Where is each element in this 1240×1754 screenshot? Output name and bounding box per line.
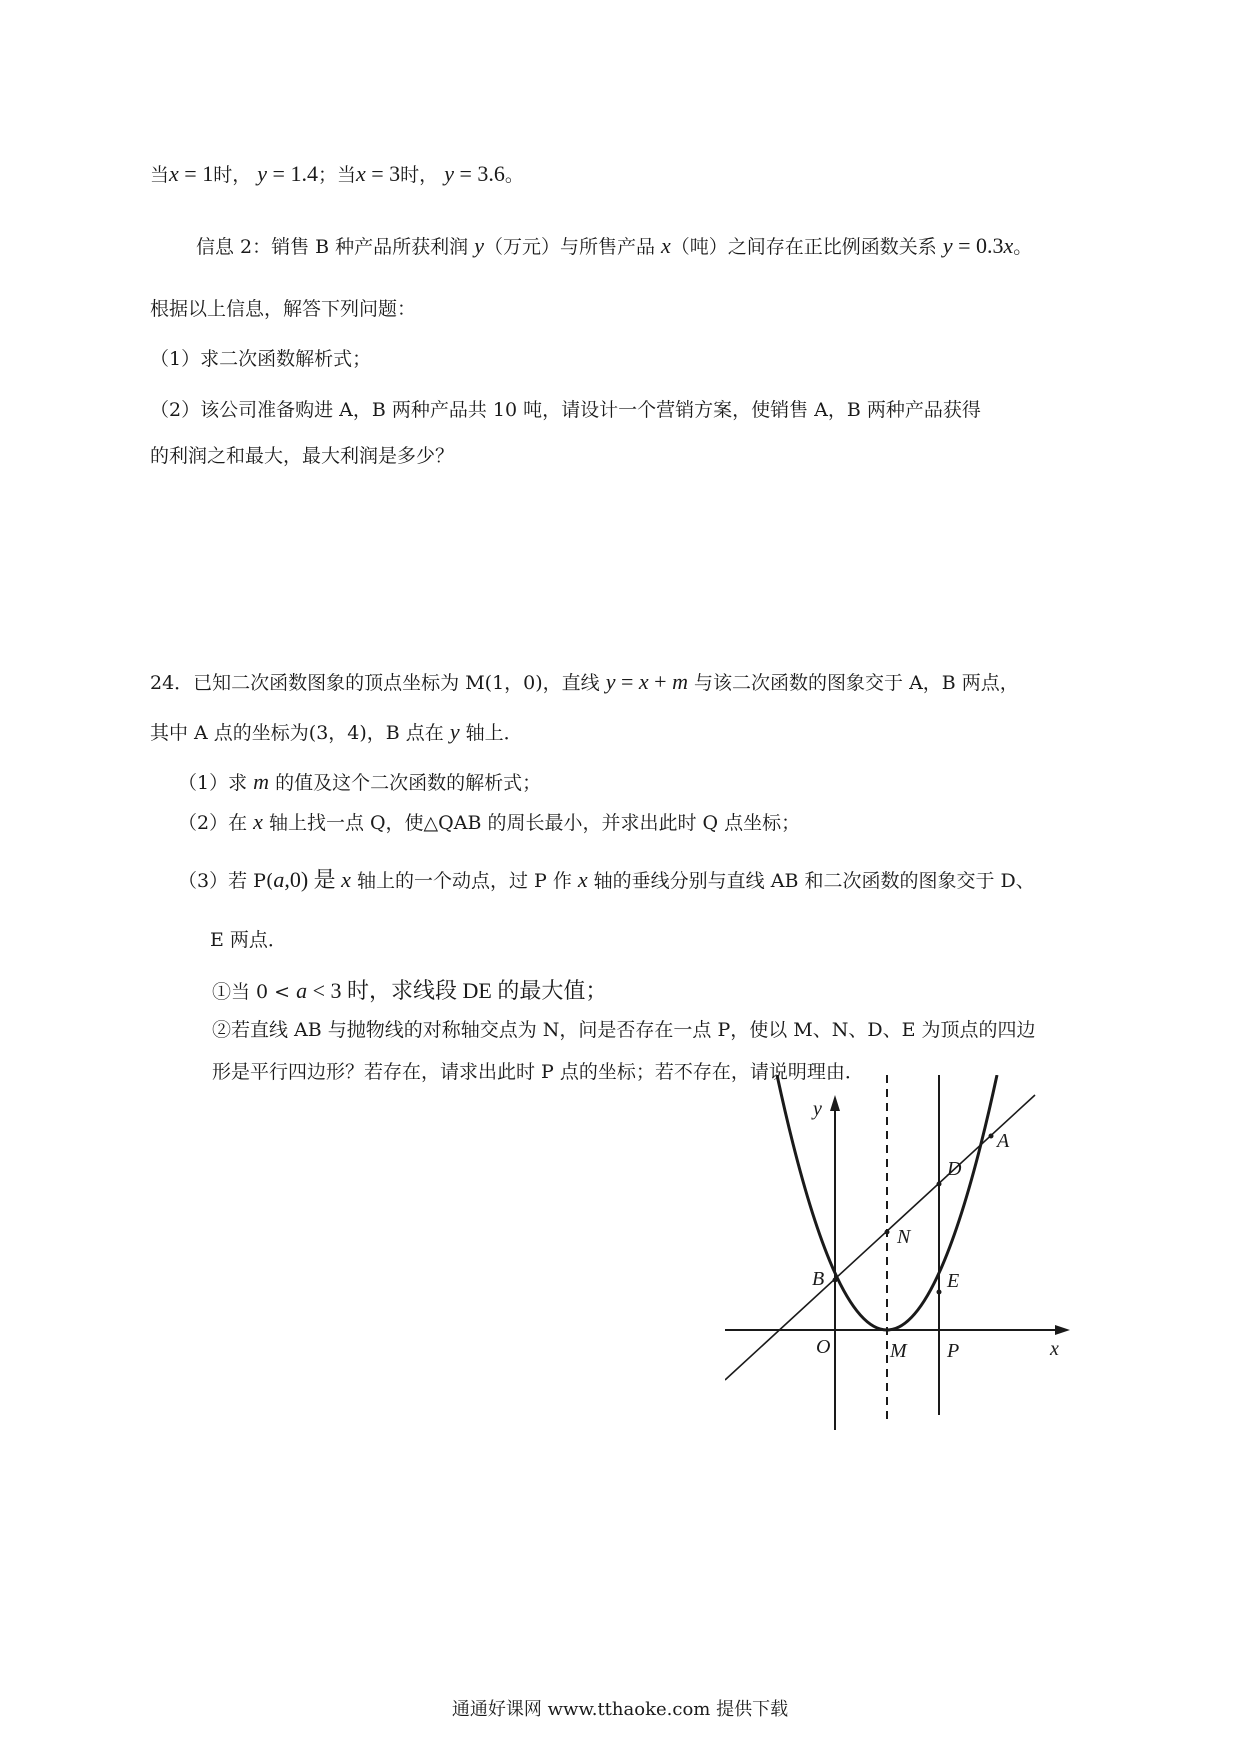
page-footer: 通通好课网 www.tthaoke.com 提供下载 (451, 1699, 789, 1720)
parabola-line-figure (725, 1075, 1085, 1430)
q24-sub2-line2: 形是平行四边形？若存在，请求出此时 P 点的坐标；若不存在，请说明理由． (212, 1061, 864, 1083)
q24-sub1: ①当 0 < a < 3 时，求线段 DE 的最大值； (212, 978, 608, 1003)
label-d: D (947, 1158, 962, 1180)
q24-part3-line2: E 两点． (210, 929, 287, 951)
line-ab (725, 1095, 1035, 1380)
q23-intro: 根据以上信息，解答下列问题： (150, 298, 417, 320)
label-b: B (812, 1268, 825, 1290)
point-b (833, 1278, 838, 1283)
label-o: O (816, 1336, 831, 1358)
info1-values: 当x = 1时， y = 1.4；当x = 3时， y = 3.6。 (150, 161, 524, 186)
point-e (937, 1290, 942, 1295)
point-a (989, 1134, 994, 1139)
label-y: y (813, 1098, 822, 1120)
q24-stem-line2: 其中 A 点的坐标为(3，4)，B 点在 y 轴上． (150, 719, 523, 744)
info2-statement: 信息 2：销售 B 种产品所获利润 y（万元）与所售产品 x（吨）之间存在正比例函数关系 y = 0.3x。 (196, 233, 1033, 258)
q23-part1: （1）求二次函数解析式； (150, 348, 372, 370)
q24-sub2-line1: ②若直线 AB 与抛物线的对称轴交点为 N，问是否存在一点 P，使以 M、N、D、E 为顶点的四边 (212, 1019, 1036, 1041)
q24-stem-line1: 24．已知二次函数图象的顶点坐标为 M(1，0)，直线 y = x + m 与该二次函数的图象交于 A，B 两点， (150, 669, 1019, 694)
label-x: x (1050, 1338, 1059, 1360)
label-n: N (897, 1226, 911, 1248)
q23-part2-line1: （2）该公司准备购进 A，B 两种产品共 10 吨，请设计一个营销方案，使销售 A，B 两种产品获得 (150, 399, 981, 421)
x-axis-arrow (1055, 1325, 1070, 1335)
q23-part2-line2: 的利润之和最大，最大利润是多少？ (150, 445, 455, 467)
label-a: A (997, 1130, 1010, 1152)
point-n (885, 1230, 890, 1235)
point-d (937, 1182, 942, 1187)
label-e: E (947, 1270, 960, 1292)
q24-part1: （1）求 m 的值及这个二次函数的解析式； (178, 769, 542, 794)
y-axis-arrow (830, 1095, 840, 1111)
q24-part2: （2）在 x 轴上找一点 Q，使△QAB 的周长最小，并求出此时 Q 点坐标； (178, 809, 801, 834)
label-p: P (947, 1340, 960, 1362)
label-m: M (890, 1340, 907, 1362)
q24-part3-line1: （3）若 P(a,0) 是 x 轴上的一个动点，过 P 作 x 轴的垂线分别与直线 AB 和二次函数的图象交于 D、 (178, 867, 1035, 892)
